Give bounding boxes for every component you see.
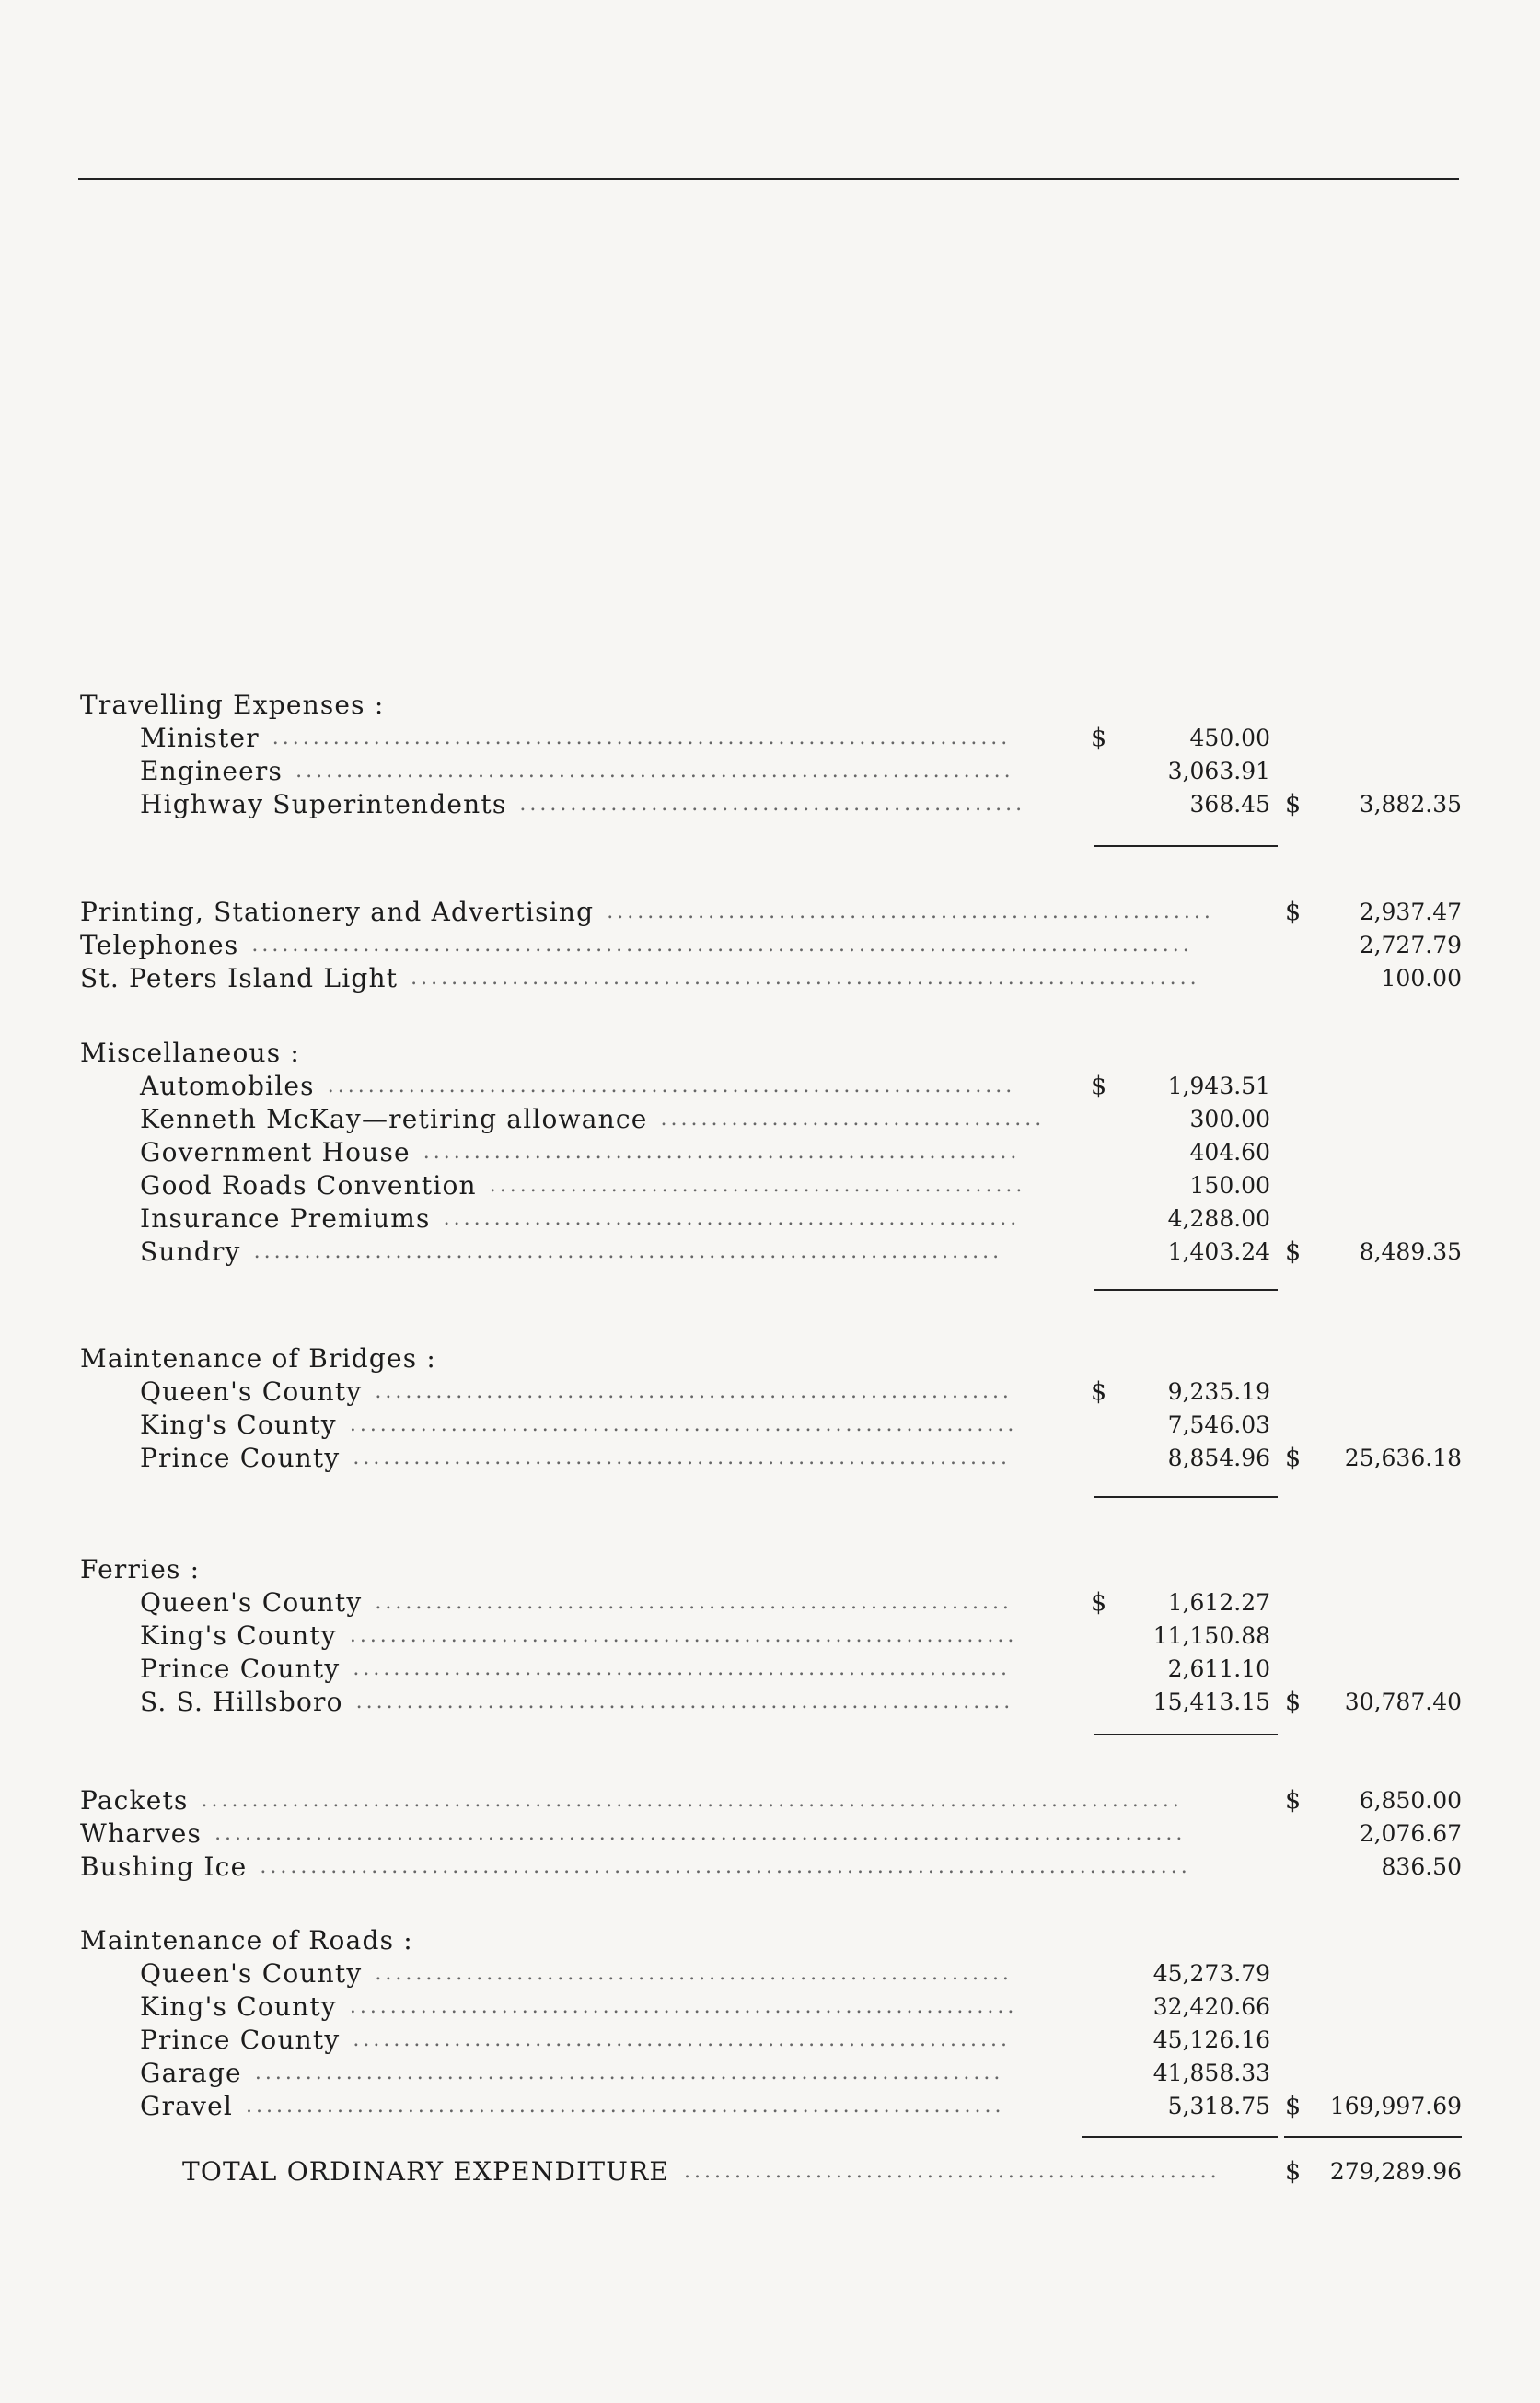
- dot-leader: ...........................................................................: [246, 2095, 1005, 2118]
- subtotal-amount: 368.45: [1189, 791, 1270, 818]
- dot-leader: .......................................................................: [295, 760, 1014, 783]
- line-item-label: Bushing Ice: [80, 1852, 248, 1882]
- group-total: 169,997.69: [1329, 2093, 1462, 2119]
- line-item-label: Minister: [140, 723, 260, 753]
- grand-total-label: TOTAL ORDINARY EXPENDITURE: [182, 2156, 670, 2187]
- subtotal-amount: 4,288.00: [1167, 1205, 1270, 1232]
- sum-rule: [1094, 845, 1278, 847]
- dot-leader: ...............................................................: [375, 1962, 1013, 1985]
- line-item-label: Wharves: [80, 1818, 203, 1849]
- line-item-label: Insurance Premiums: [140, 1203, 431, 1234]
- sum-rule: [1094, 1734, 1278, 1736]
- subtotal-amount: 15,413.15: [1152, 1689, 1270, 1715]
- line-total: 2,076.67: [1359, 1820, 1462, 1847]
- dot-leader: .................................................................: [353, 1446, 1011, 1469]
- line-item-label: Prince County: [140, 1443, 341, 1473]
- dollar-sign: $: [1091, 1588, 1107, 1617]
- subtotal-amount: 45,273.79: [1152, 1960, 1270, 1987]
- line-item-label: St. Peters Island Light: [80, 963, 399, 993]
- dollar-sign: $: [1285, 1786, 1302, 1815]
- dollar-sign: $: [1285, 790, 1302, 818]
- subtotal-amount: 300.00: [1189, 1106, 1270, 1132]
- group-heading: Maintenance of Bridges :: [80, 1343, 437, 1374]
- dot-leader: ......................................: [660, 1108, 1046, 1131]
- line-item-label: King's County: [140, 1991, 337, 2022]
- line-total: 2,937.47: [1359, 899, 1462, 925]
- sum-rule: [1082, 2136, 1278, 2138]
- line-item-label: Queen's County: [140, 1958, 363, 1989]
- dollar-sign: $: [1285, 2092, 1302, 2120]
- dot-leader: .........................................................................: [272, 726, 1012, 749]
- subtotal-amount: 5,318.75: [1167, 2093, 1270, 2119]
- line-item-label: Telephones: [80, 930, 239, 960]
- line-item-label: Garage: [140, 2058, 242, 2088]
- line-item-label: Good Roads Convention: [140, 1170, 477, 1201]
- group-heading: Miscellaneous :: [80, 1038, 301, 1068]
- dot-leader: .........................................................: [443, 1207, 1021, 1230]
- line-item-label: Gravel: [140, 2091, 233, 2121]
- dollar-sign: $: [1285, 898, 1302, 926]
- subtotal-amount: 150.00: [1189, 1172, 1270, 1199]
- line-item-label: King's County: [140, 1620, 337, 1651]
- line-total: 6,850.00: [1359, 1787, 1462, 1814]
- line-item-label: Government House: [140, 1137, 411, 1167]
- group-total: 3,882.35: [1359, 791, 1462, 818]
- dot-leader: .................................................................: [355, 1690, 1014, 1713]
- line-item-label: Automobiles: [140, 1071, 315, 1101]
- dot-leader: .....................................................: [684, 2160, 1221, 2183]
- subtotal-amount: 11,150.88: [1152, 1622, 1270, 1649]
- subtotal-amount: 32,420.66: [1152, 1993, 1270, 2020]
- line-item-label: Packets: [80, 1785, 189, 1816]
- subtotal-amount: 450.00: [1189, 725, 1270, 751]
- dot-leader: .................................................................................................: [201, 1789, 1183, 1812]
- subtotal-amount: 9,235.19: [1167, 1378, 1270, 1405]
- line-item-label: Highway Superintendents: [140, 789, 507, 819]
- dot-leader: .................................................................: [353, 2028, 1011, 2051]
- dollar-sign: $: [1285, 1688, 1302, 1716]
- dot-leader: .................................................................: [353, 1657, 1011, 1680]
- subtotal-amount: 41,858.33: [1152, 2060, 1270, 2086]
- line-item-label: Queen's County: [140, 1376, 363, 1407]
- line-total: 2,727.79: [1359, 932, 1462, 958]
- subtotal-amount: 1,403.24: [1167, 1238, 1270, 1265]
- header-rule: [78, 178, 1459, 180]
- line-item-label: Prince County: [140, 2025, 341, 2055]
- dot-leader: ....................................................................: [327, 1074, 1016, 1097]
- dot-leader: ..........................................................................: [253, 1240, 1003, 1263]
- dollar-sign: $: [1285, 1237, 1302, 1266]
- subtotal-amount: 8,854.96: [1167, 1445, 1270, 1471]
- line-item-label: King's County: [140, 1410, 337, 1440]
- dot-leader: ..............................................................................: [411, 967, 1200, 990]
- dot-leader: .............................................................................................: [251, 934, 1193, 957]
- dot-leader: ..................................................................: [349, 1995, 1018, 2018]
- subtotal-amount: 404.60: [1189, 1139, 1270, 1166]
- group-total: 8,489.35: [1359, 1238, 1462, 1265]
- line-total: 100.00: [1381, 965, 1462, 992]
- subtotal-amount: 1,612.27: [1167, 1589, 1270, 1616]
- dot-leader: ...............................................................: [375, 1591, 1013, 1614]
- line-item-label: S. S. Hillsboro: [140, 1687, 343, 1717]
- line-item-label: Printing, Stationery and Advertising: [80, 897, 595, 927]
- line-total: 836.50: [1381, 1853, 1462, 1880]
- page-header: [78, 124, 1459, 180]
- dot-leader: ..................................................................: [349, 1413, 1018, 1436]
- sum-rule: [1094, 1289, 1278, 1291]
- subtotal-amount: 7,546.03: [1167, 1411, 1270, 1438]
- group-total: 25,636.18: [1344, 1445, 1462, 1471]
- line-item-label: Queen's County: [140, 1587, 363, 1618]
- dollar-sign: $: [1285, 2157, 1302, 2186]
- dollar-sign: $: [1091, 1072, 1107, 1100]
- dollar-sign: $: [1091, 1377, 1107, 1406]
- sum-rule: [1094, 1496, 1278, 1498]
- dot-leader: ............................................................................................: [260, 1855, 1191, 1878]
- line-item-label: Sundry: [140, 1236, 241, 1267]
- dot-leader: .....................................................: [489, 1174, 1026, 1197]
- dot-leader: ..................................................................: [349, 1624, 1018, 1647]
- group-heading: Ferries :: [80, 1554, 201, 1585]
- subtotal-amount: 45,126.16: [1152, 2026, 1270, 2053]
- dot-leader: ...........................................................: [423, 1141, 1021, 1164]
- dot-leader: ..........................................................................: [254, 2061, 1004, 2084]
- sum-rule: [1284, 2136, 1462, 2138]
- dollar-sign: $: [1091, 724, 1107, 752]
- subtotal-amount: 1,943.51: [1167, 1073, 1270, 1099]
- subtotal-amount: 3,063.91: [1167, 758, 1270, 784]
- grand-total-amount: 279,289.96: [1329, 2158, 1462, 2185]
- dollar-sign: $: [1285, 1444, 1302, 1472]
- dot-leader: ............................................................: [607, 900, 1214, 923]
- line-item-label: Kenneth McKay—retiring allowance: [140, 1104, 648, 1134]
- line-item-label: Engineers: [140, 756, 284, 786]
- group-total: 30,787.40: [1344, 1689, 1462, 1715]
- group-heading: Maintenance of Roads :: [80, 1925, 413, 1956]
- dot-leader: ................................................................................................: [214, 1822, 1187, 1845]
- group-heading: Travelling Expenses :: [80, 690, 385, 720]
- line-item-label: Prince County: [140, 1654, 341, 1684]
- subtotal-amount: 2,611.10: [1167, 1655, 1270, 1682]
- dot-leader: ..................................................: [519, 793, 1026, 816]
- dot-leader: ...............................................................: [375, 1380, 1013, 1403]
